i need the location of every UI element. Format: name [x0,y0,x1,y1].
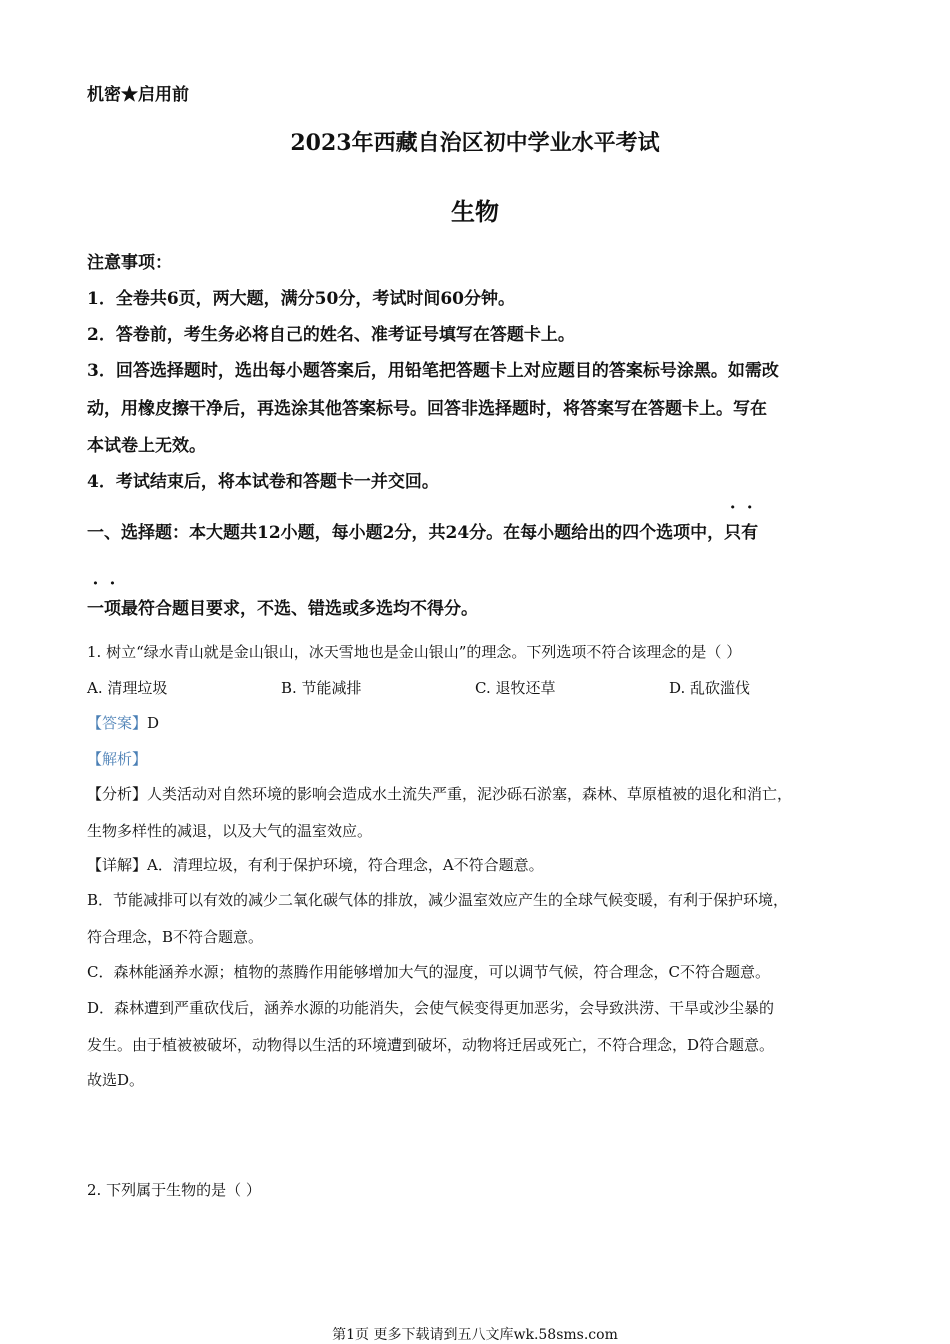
question-1-option-d: D. 乱砍滥伐 [669,679,751,697]
detail-a: 【详解】A．清理垃圾，有利于保护环境，符合理念，A不符合题意。 [87,856,544,874]
confidential-label: 机密★启用前 [87,85,189,105]
question-1-answer [87,712,159,733]
analysis-line-2: 生物多样性的减退，以及大气的温室效应。 [87,822,373,840]
conclusion: 故选D。 [87,1071,145,1089]
analysis-tag: 【解析】 [87,750,148,768]
notes-item-3-line-1: 3．回答选择题时，选出每小题答案后，用铅笔把答题卡上对应题目的答案标号涂黑。如需改 [87,361,779,381]
emphasis-char: 项 [104,599,121,619]
notes-item-3-line-3: 本试卷上无效。 [87,436,206,456]
question-1-option-a: A. 清理垃圾 [87,679,168,697]
notes-item-1: 1．全卷共6页，两大题，满分50分，考试时间60分钟。 [87,289,515,309]
detail-b-line-1: B．节能减排可以有效的减少二氧化碳气体的排放，减少温室效应产生的全球气候变暖，有利于保护环境， [87,891,789,909]
notes-item-4: 4．考试结束后，将本试卷和答题卡一并交回。 [87,472,439,492]
notes-item-3-line-2: 动，用橡皮擦干净后，再选涂其他答案标号。回答非选择题时，将答案写在答题卡上。写在 [87,399,767,419]
answer-tag: 【答案】 [87,714,148,732]
question-1-option-b: B. 节能减排 [281,679,362,697]
section-1-text: 最符合题目要求，不选、错选或多选均不得分。 [121,599,478,619]
question-1-stem: 1. 树立“绿水青山就是金山银山，冰天雪地也是金山银山”的理念。下列选项不符合该理念的是（ ） [87,643,742,661]
question-1-option-c: C. 退牧还草 [475,679,556,697]
page-footer: 第1页 更多下载请到五八文库wk.58sms.com [332,1327,618,1343]
detail-d-line-2: 发生。由于植被被破坏，动物得以生活的环境遭到破坏，动物将迁居或死亡，不符合理念，D符合题意。 [87,1036,775,1054]
emphasis-char: 有 [741,523,759,543]
emphasis-char: 只 [724,523,742,543]
subject-title: 生物 [451,197,499,226]
detail-b-line-2: 符合理念，B不符合题意。 [87,928,264,946]
section-1-line-2 [87,594,478,619]
question-2-stem: 2. 下列属于生物的是（ ） [87,1181,261,1199]
detail-d-line-1: D．森林遭到严重砍伐后，涵养水源的功能消失，会使气候变得更加恶劣，会导致洪涝、干旱或沙尘暴的 [87,999,775,1017]
section-1-text: 一、选择题：本大题共12小题，每小题2分，共24分。在每小题给出的四个选项中， [87,523,725,543]
emphasis-char: 一 [87,599,104,619]
detail-c: C．森林能涵养水源；植物的蒸腾作用能够增加大气的湿度，可以调节气候，符合理念，C不符合题意。 [87,963,770,981]
exam-title: 2023年西藏自治区初中学业水平考试 [290,130,660,156]
analysis-line-1: 【分析】人类活动对自然环境的影响会造成水土流失严重，泥沙砾石淤塞，森林、草原植被的退化和消亡， [87,785,793,803]
notes-item-2: 2．答卷前，考生务必将自己的姓名、准考证号填写在答题卡上。 [87,325,575,345]
notes-heading: 注意事项： [87,253,172,273]
answer-value: D [147,714,160,732]
section-1-line-1 [87,518,758,543]
